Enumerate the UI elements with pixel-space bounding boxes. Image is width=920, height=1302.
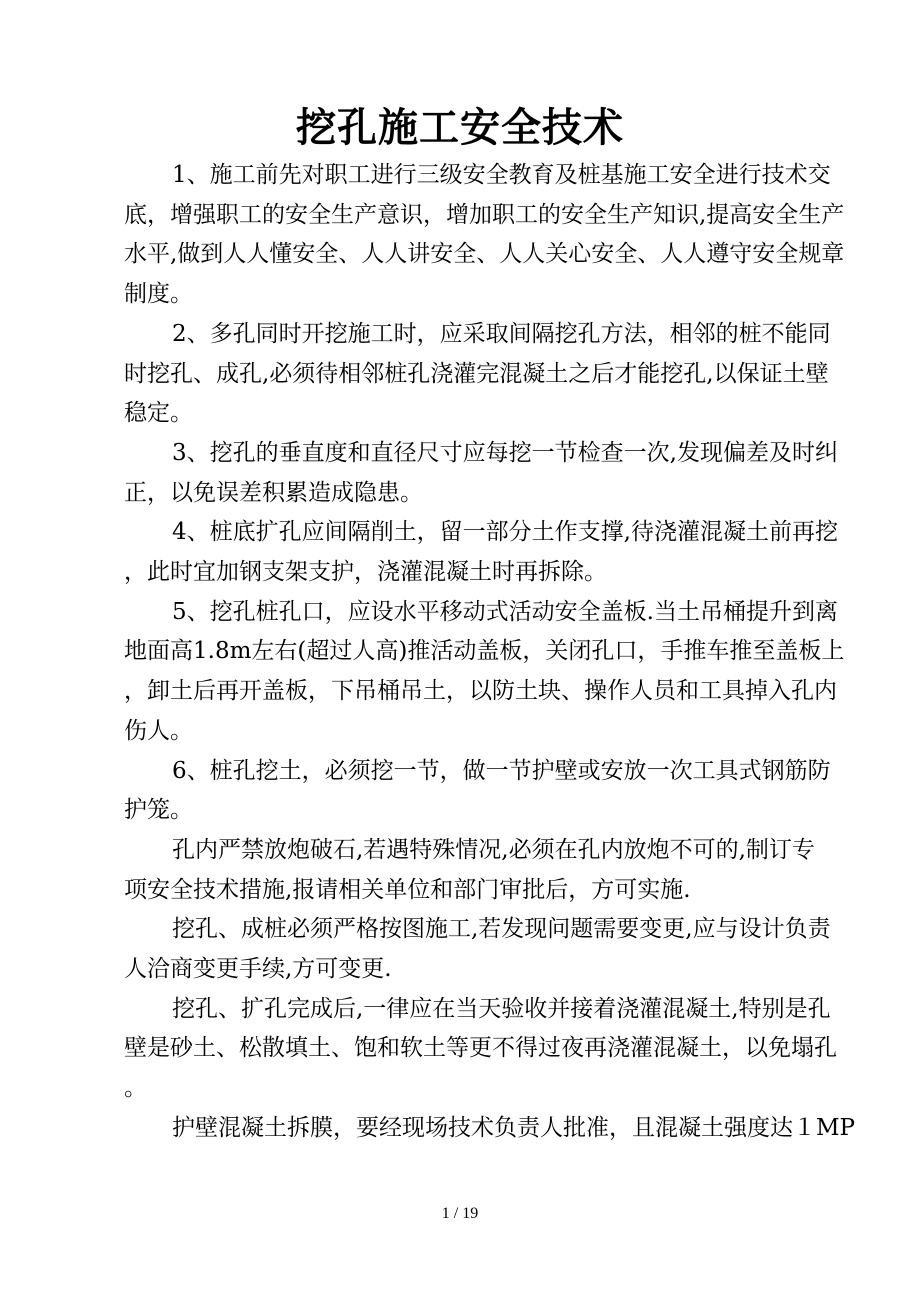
text-line: 护笼。	[124, 797, 193, 824]
document-title: 挖孔施工安全技术	[296, 104, 624, 151]
text-line: 挖孔、成桩必须严格按图施工,若发现问题需要变更,应与设计负责	[172, 916, 831, 943]
text-line: ，此时宜加钢支架支护，浇灌混凝土时再拆除。	[124, 559, 607, 585]
text-line: 时挖孔、成孔,必须待相邻桩孔浇灌完混凝土之后才能挖孔,以保证土壁	[124, 360, 829, 387]
text-line: 6、桩孔挖土，必须挖一节，做一节护壁或安放一次工具式钢筋防	[172, 757, 831, 784]
text-line: 地面高1.8m左右(超过人高)推活动盖板，关闭孔口，手推车推至盖板上	[124, 638, 845, 665]
text-line: 项安全技术措施,报请相关单位和部门审批后，方可实施.	[124, 876, 691, 903]
text-line: 正，以免误差积累造成隐患。	[124, 479, 423, 506]
text-line: ，卸土后再开盖板，下吊桶吊土，以防土块、操作人员和工具掉入孔内	[124, 678, 837, 705]
text-line: 伤人。	[124, 717, 193, 744]
text-line: 壁是砂土、松散填土、饱和软土等更不得过夜再浇灌混凝土，以免塌孔	[124, 1035, 837, 1062]
page-number: 1 / 19	[441, 1205, 479, 1222]
text-line: 5、挖孔桩孔口，应设水平移动式活动安全盖板.当土吊桶提升到离	[172, 598, 838, 625]
text-line: 人洽商变更手续,方可变更.	[124, 956, 392, 982]
text-line: 1、施工前先对职工进行三级安全教育及桩基施工安全进行技术交	[172, 162, 831, 188]
text-line: 挖孔、扩孔完成后,一律应在当天验收并接着浇灌混凝土,特别是孔	[172, 995, 831, 1022]
text-line: 水平,做到人人懂安全、人人讲安全、人人关心安全、人人遵守安全规章	[124, 241, 845, 268]
text-line: 孔内严禁放炮破石,若遇特殊情况,必须在孔内放炮不可的,制订专	[172, 836, 815, 863]
text-line: 制度。	[124, 281, 193, 308]
text-line: 。	[124, 1075, 147, 1102]
text-line: 4、桩底扩孔应间隔削土，留一部分土作支撑,待浇灌混凝土前再挖	[172, 519, 838, 546]
text-line: 底，增强职工的安全生产意识，增加职工的安全生产知识,提高安全生产	[124, 201, 845, 228]
text-line: 护壁混凝土拆膜，要经现场技术负责人批准，且混凝土强度达１MP	[172, 1114, 856, 1141]
text-line: 稳定。	[124, 400, 193, 427]
text-line: 3、挖孔的垂直度和直径尺寸应每挖一节检查一次,发现偏差及时纠	[172, 439, 838, 466]
text-line: 2、多孔同时开挖施工时，应采取间隔挖孔方法，相邻的桩不能同	[172, 320, 831, 347]
